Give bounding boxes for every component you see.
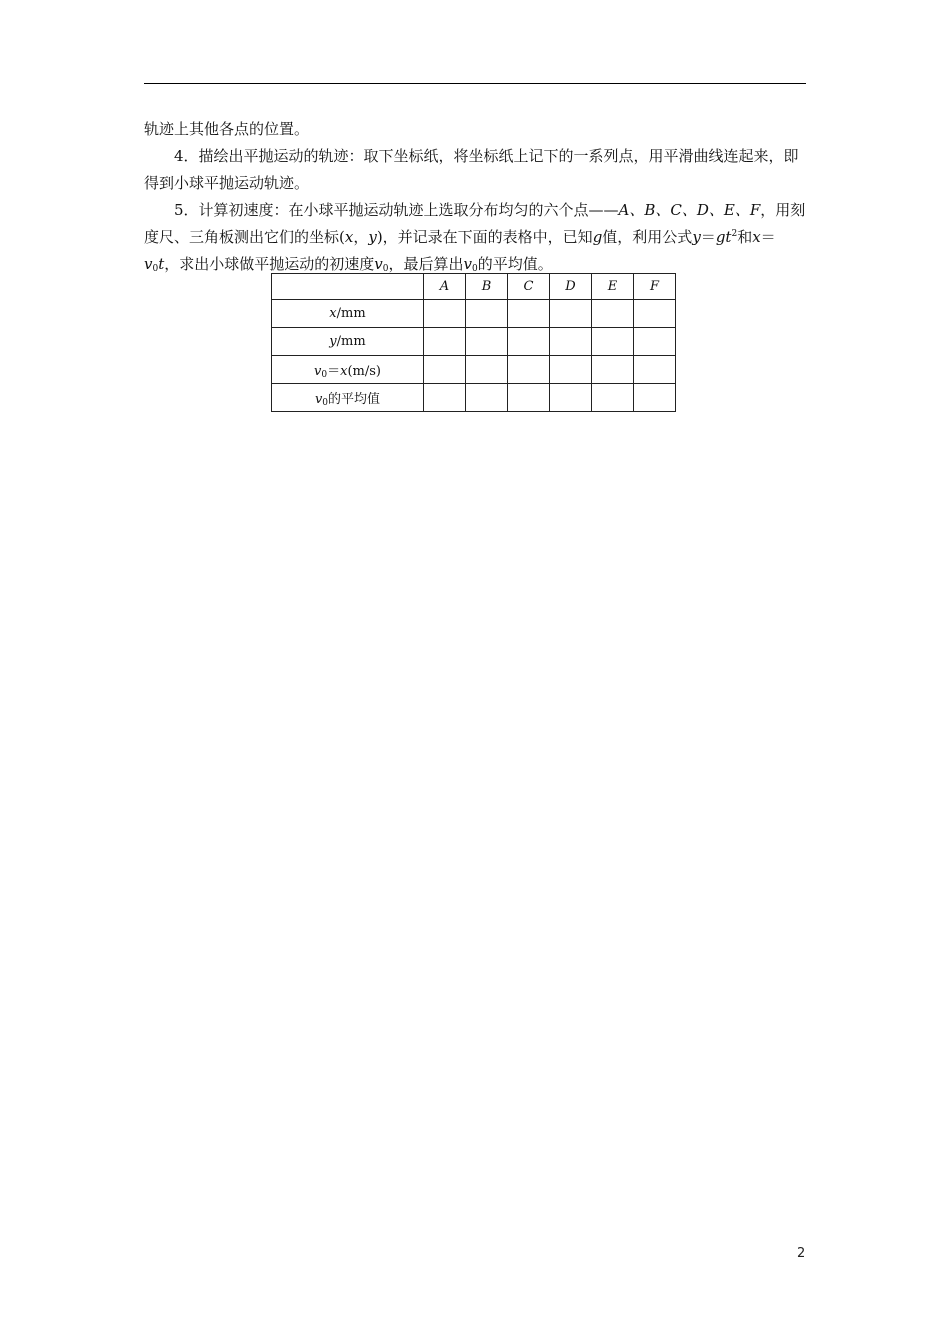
- formula-y-gt2: [692, 228, 737, 246]
- table-cell: [466, 356, 508, 384]
- row-label-x: [272, 300, 424, 328]
- math-var-y: y: [329, 334, 337, 349]
- paragraph-text: 4．描绘出平抛运动的轨迹：取下坐标纸，将坐标纸上记下的一系列点，用平滑曲线连起来，即得到小球平抛运动轨迹。: [144, 147, 799, 192]
- table-cell: [634, 300, 676, 328]
- table-cell: [592, 384, 634, 412]
- column-header-d: D: [550, 274, 592, 300]
- math-var-x: x: [329, 306, 337, 321]
- unit-label: (m/s): [347, 364, 381, 379]
- data-table-container: [271, 273, 676, 412]
- column-header-e: E: [592, 274, 634, 300]
- row-label-text: 的平均值: [328, 392, 381, 407]
- table-cell: [424, 356, 466, 384]
- text-run: 和: [737, 228, 753, 246]
- column-header-b: B: [466, 274, 508, 300]
- table-cell: [424, 300, 466, 328]
- row-label-y: [272, 328, 424, 356]
- text-run: )，并记录在下面的表格中，已知: [376, 228, 593, 246]
- table-cell: [508, 356, 550, 384]
- text-run: 5．计算初速度：在小球平抛运动轨迹上选取分布均匀的六个点——: [174, 201, 619, 219]
- math-var-x: x: [340, 364, 348, 379]
- point-labels: A、B、C、D、E、F: [618, 201, 761, 219]
- unit-label: /mm: [336, 306, 366, 321]
- table-cell: [592, 356, 634, 384]
- math-subscript: 0: [471, 264, 478, 274]
- math-var-y: y: [368, 228, 377, 246]
- math-var-y: y: [692, 228, 701, 246]
- math-equals: ＝: [327, 364, 341, 379]
- table-cell: [550, 328, 592, 356]
- table-cell: [508, 384, 550, 412]
- text-run: 的平均值。: [477, 255, 553, 273]
- table-row-v0: [272, 356, 676, 384]
- table-cell: [550, 356, 592, 384]
- table-cell: [550, 300, 592, 328]
- paragraph-step-5: [144, 197, 806, 278]
- math-var-x: x: [752, 228, 761, 246]
- column-header-c: C: [508, 274, 550, 300]
- text-run: 值，利用公式: [602, 228, 693, 246]
- math-subscript: 0: [321, 370, 328, 380]
- table-cell: [550, 384, 592, 412]
- table-cell: [634, 356, 676, 384]
- table-cell: [508, 300, 550, 328]
- table-cell: [634, 328, 676, 356]
- row-label-v0: [272, 356, 424, 384]
- math-var-v: v: [144, 255, 153, 273]
- table-cell: [466, 300, 508, 328]
- table-cell: [466, 328, 508, 356]
- table-cell: [424, 384, 466, 412]
- table-cell: [424, 328, 466, 356]
- text-run: ，求出小球做平抛运动的初速度: [164, 255, 375, 273]
- math-var-g: g: [715, 228, 726, 246]
- math-exponent: 2: [731, 229, 738, 239]
- math-var-v: v: [314, 364, 322, 379]
- table-cell: [508, 328, 550, 356]
- table-cell: [634, 384, 676, 412]
- paragraph-step-4: [144, 143, 806, 197]
- table-row-y: [272, 328, 676, 356]
- text-run: ，用刻度尺、三角板测出它们的坐标(: [144, 201, 806, 246]
- text-run: ，最后算出: [388, 255, 464, 273]
- unit-label: /mm: [336, 334, 366, 349]
- math-subscript: 0: [382, 264, 389, 274]
- paragraph-continuation: [144, 116, 806, 143]
- math-var-t: t: [158, 255, 165, 273]
- page-number: 2: [797, 1246, 806, 1261]
- table-corner-cell: [272, 274, 424, 300]
- table-header-row: [272, 274, 676, 300]
- column-header-a: A: [424, 274, 466, 300]
- math-equals: ＝: [760, 228, 776, 246]
- table-cell: [466, 384, 508, 412]
- math-var-g: g: [592, 228, 603, 246]
- table-row-x: [272, 300, 676, 328]
- table-cell: [592, 328, 634, 356]
- table-row-v0-average: [272, 384, 676, 412]
- math-var-v: v: [463, 255, 472, 273]
- math-var-t: t: [725, 228, 732, 246]
- header-rule: [144, 83, 806, 84]
- table-cell: [592, 300, 634, 328]
- text-run: ，: [353, 228, 369, 246]
- math-equals: ＝: [700, 228, 716, 246]
- measurement-table: [271, 273, 676, 412]
- column-header-f: F: [634, 274, 676, 300]
- page-body: [144, 116, 806, 278]
- math-var-v: v: [314, 392, 323, 407]
- math-var-v: v: [374, 255, 383, 273]
- math-subscript: 0: [322, 398, 329, 408]
- math-subscript: 0: [152, 264, 159, 274]
- row-label-v0-average: [272, 384, 424, 412]
- math-var-x: x: [344, 228, 354, 246]
- paragraph-text: 轨迹上其他各点的位置。: [144, 120, 310, 138]
